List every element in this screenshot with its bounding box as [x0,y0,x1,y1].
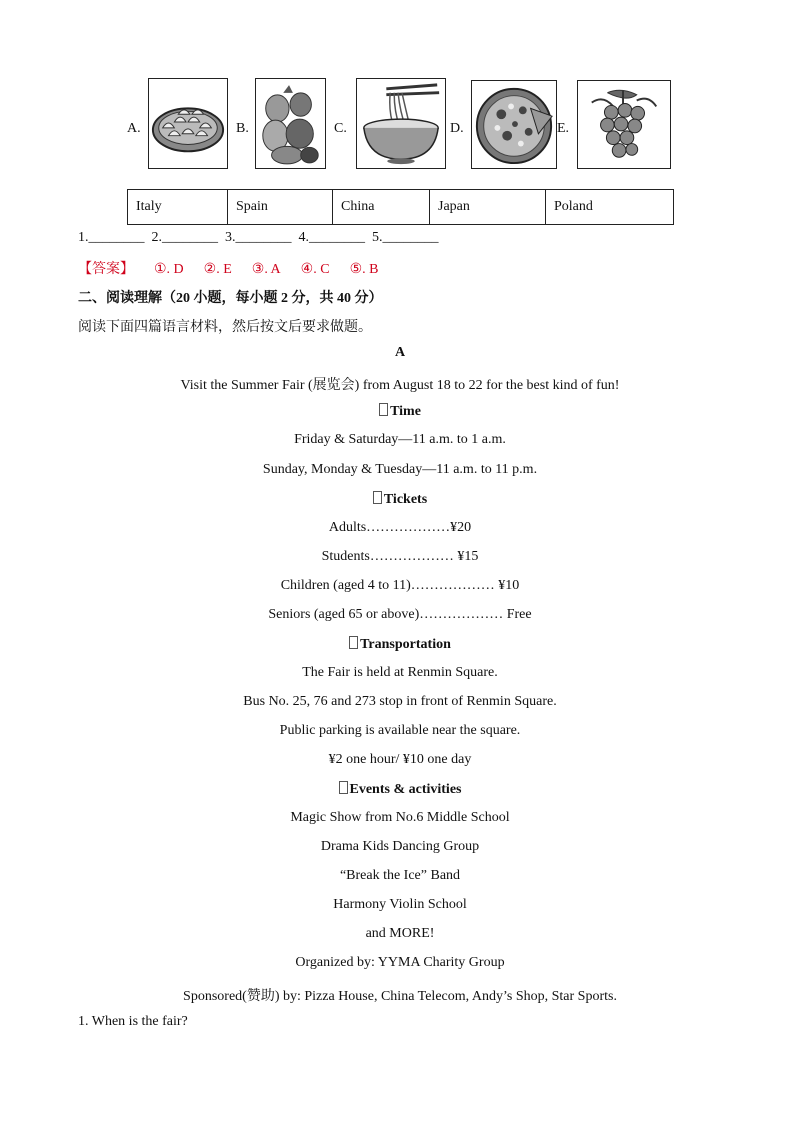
transport-line: The Fair is held at Renmin Square. [302,665,498,680]
option-label-b: B. [236,121,249,136]
organizer: Organized by: YYMA Charity Group [295,955,505,970]
question-1: 1. When is the fair? [78,1014,188,1029]
event-line: Harmony Violin School [333,897,467,912]
passage-letter: A [394,345,406,360]
countries-table [127,189,674,225]
dumplings-icon [148,78,228,169]
answer-item: ③. A [251,262,281,277]
noodles-icon [356,78,446,169]
option-label-d: D. [450,121,464,136]
section-instruction: 阅读下面四篇语言材料，然后按文后要求做题。 [78,320,372,335]
answer-item: ④. C [300,262,330,277]
option-label-c: C. [334,121,347,136]
answer-tag: 【答案】 [78,262,134,277]
transport-title: Transportation [0,636,800,653]
vegetables-icon [255,78,326,169]
country-cell: Italy [128,190,228,225]
bullet-box-icon [379,403,388,416]
country-cell: Spain [228,190,333,225]
answer-key [78,258,378,278]
time-line: Sunday, Monday & Tuesday—11 a.m. to 11 p.m. [262,462,538,477]
bullet-box-icon [349,636,358,649]
bullet-box-icon [339,781,348,794]
answer-item: ⑤. B [349,262,379,277]
answer-blanks: 1.________ 2.________ 3.________ 4.________ 5.________ [78,230,439,245]
events-title: Events & activities [0,781,800,798]
country-cell: Poland [546,190,674,225]
time-title: Time [0,403,800,420]
tickets-title: Tickets [0,491,800,508]
pizza-icon [471,80,557,169]
event-line: Drama Kids Dancing Group [320,839,480,854]
bullet-box-icon [373,491,382,504]
ticket-line: Seniors (aged 65 or above)……………… Free [268,607,532,622]
event-line: “Break the Ice” Band [339,868,461,883]
sponsors: Sponsored(赞助) by: Pizza House, China Telecom, Andy’s Shop, Star Sports. [183,989,617,1004]
option-label-e: E. [557,121,570,136]
ticket-line: Children (aged 4 to 11)……………… ¥10 [280,578,520,593]
option-label-a: A. [127,121,141,136]
transport-line: Bus No. 25, 76 and 273 stop in front of Renmin Square. [243,694,557,709]
answer-item: ②. E [203,262,232,277]
time-line: Friday & Saturday—11 a.m. to 1 a.m. [294,432,506,447]
section-heading: 二、阅读理解（20 小题，每小题 2 分，共 40 分） [78,291,383,306]
ticket-line: Students……………… ¥15 [321,549,479,564]
answer-item: ①. D [154,262,184,277]
event-line: and MORE! [365,926,435,941]
grapes-icon [577,80,671,169]
transport-line: ¥2 one hour/ ¥10 one day [328,752,472,767]
ticket-line: Adults………………¥20 [328,520,472,535]
event-line: Magic Show from No.6 Middle School [290,810,510,825]
transport-line: Public parking is available near the square. [279,723,521,738]
country-cell: Japan [430,190,546,225]
passage-intro: Visit the Summer Fair (展览会) from August 18 to 22 for the best kind of fun! [180,378,620,393]
country-cell: China [333,190,430,225]
